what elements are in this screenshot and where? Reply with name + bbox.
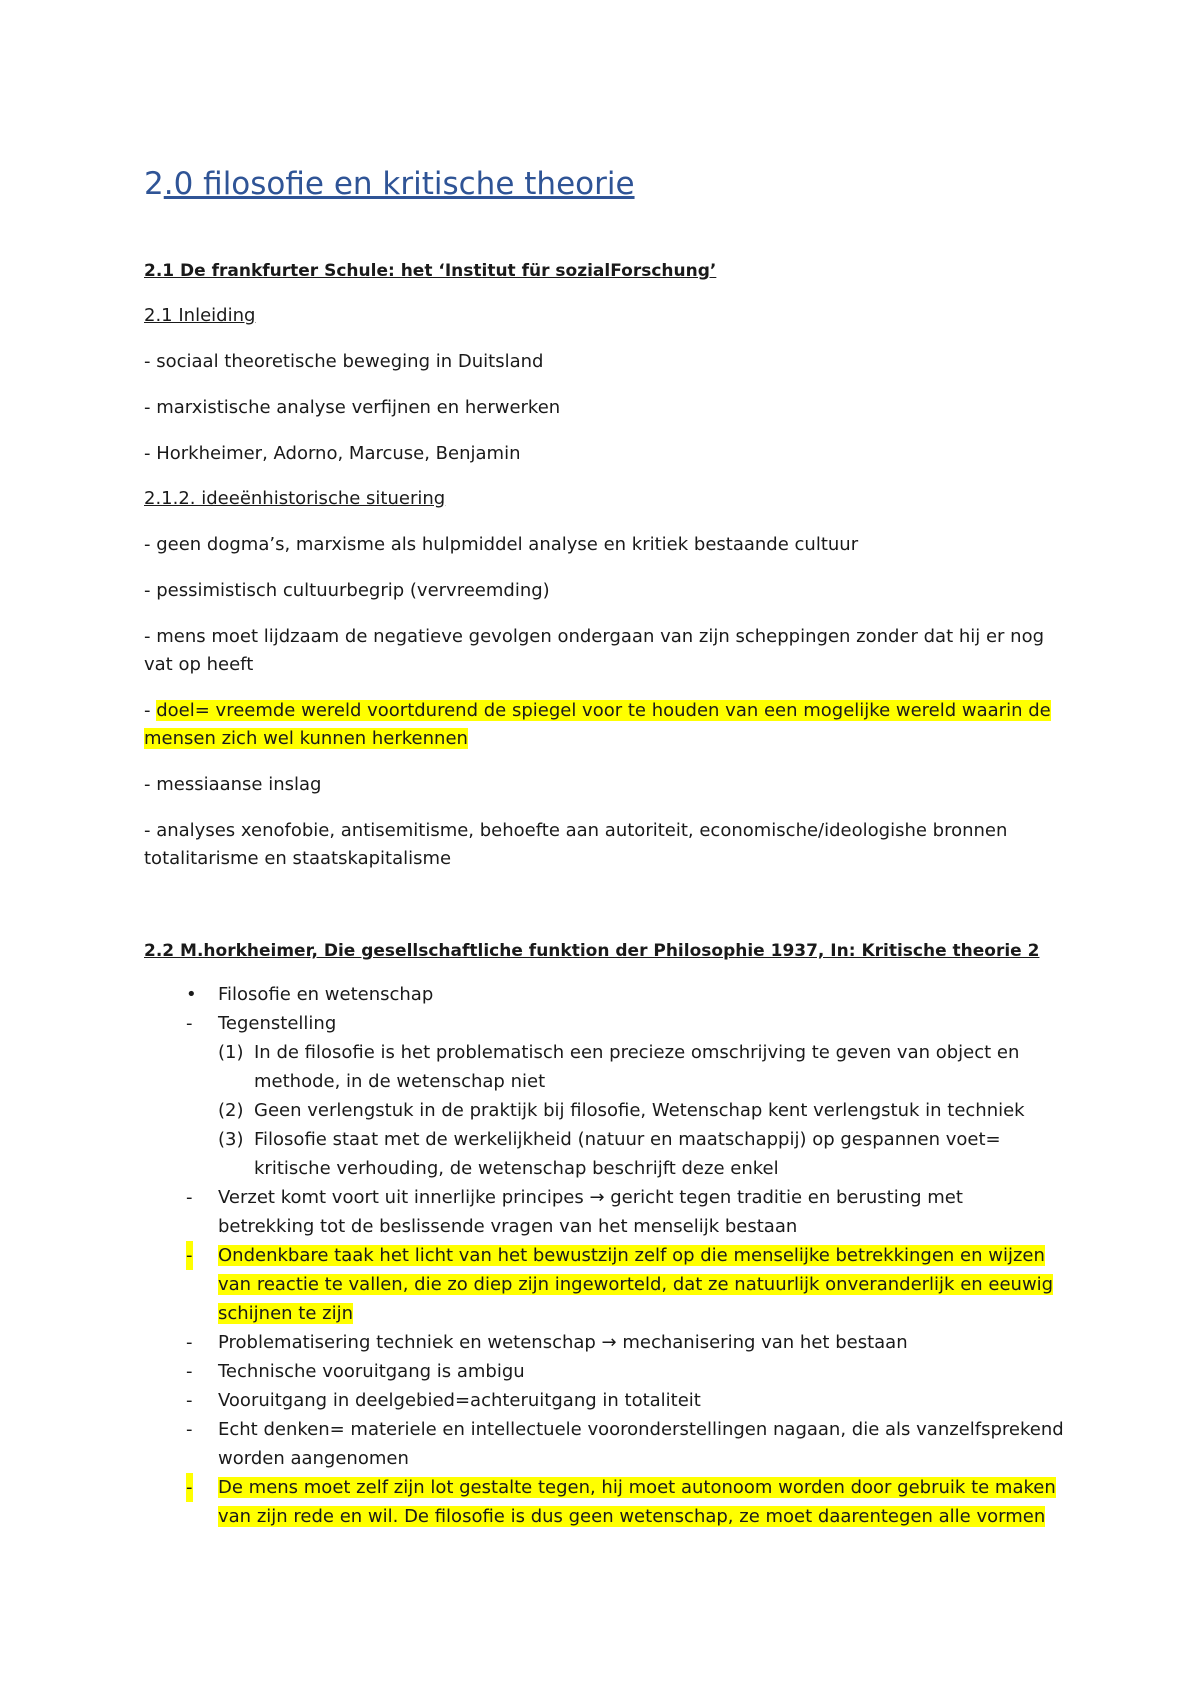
doel-item-cont <box>144 725 468 753</box>
list-item-line: worden aangenomen <box>218 1448 409 1469</box>
list-item-line: betrekking tot de beslissende vragen van het menselijk bestaan <box>218 1216 798 1237</box>
list-item-text <box>218 1415 1084 1473</box>
title-prefix: 2 <box>144 166 164 202</box>
list-item <box>144 1009 1084 1038</box>
list-item-text <box>218 1183 1084 1241</box>
inleiding-item: - Horkheimer, Adorno, Marcuse, Benjamin <box>144 443 521 464</box>
list-item-line: Ondenkbare taak het licht van het bewustzijn zelf op die menselijke betrekkingen en wijzen <box>218 1245 1045 1266</box>
dash-marker: - <box>186 1013 193 1034</box>
list-item <box>144 1096 1084 1125</box>
section-2-2-heading: 2.2 M.horkheimer, Die gesellschaftliche funktion der Philosophie 1937, In: Kritische theorie 2 <box>144 941 1040 961</box>
inleiding-item: - marxistische analyse verfijnen en herwerken <box>144 397 561 418</box>
list-item <box>144 980 1084 1009</box>
list-item-line: methode, in de wetenschap niet <box>254 1071 546 1092</box>
list-item-text <box>218 980 1084 1009</box>
dash-marker: - <box>186 1332 193 1353</box>
inleiding-item: - sociaal theoretische beweging in Duitsland <box>144 351 544 372</box>
list-item-line: Filosofie en wetenschap <box>218 984 434 1005</box>
list-item <box>144 1473 1084 1531</box>
list-item-line: Geen verlengstuk in de praktijk bij filosofie, Wetenschap kent verlengstuk in techniek <box>254 1100 1025 1121</box>
bullet-marker: • <box>186 984 197 1005</box>
list-item-line: Filosofie staat met de werkelijkheid (natuur en maatschappij) op gespannen voet= <box>254 1129 1001 1150</box>
title-rest: .0 filosofie en kritische theorie <box>163 166 635 202</box>
list-item <box>144 1038 1084 1096</box>
list-item-line: In de filosofie is het problematisch een precieze omschrijving te geven van object en <box>254 1042 1020 1063</box>
subheading-inleiding: 2.1 Inleiding <box>144 305 256 326</box>
list-item-line: Verzet komt voort uit innerlijke principes → gericht tegen traditie en berusting met <box>218 1187 963 1208</box>
number-marker: (2) <box>218 1100 244 1121</box>
highlighted-text: doel= vreemde wereld voortdurend de spiegel voor te houden van een mogelijke wereld waarin de <box>156 700 1051 721</box>
list-item-text <box>218 1386 1084 1415</box>
list-item-text <box>218 1241 1084 1328</box>
number-marker: (3) <box>218 1129 244 1150</box>
list-item <box>144 1328 1084 1357</box>
situering-item: - geen dogma’s, marxisme als hulpmiddel analyse en kritiek bestaande cultuur <box>144 534 859 555</box>
list-item-text <box>218 1328 1084 1357</box>
dash-marker: - <box>186 1187 193 1208</box>
subheading-situering: 2.1.2. ideeënhistorische situering <box>144 488 446 509</box>
list-item <box>144 1386 1084 1415</box>
list-item-line: Problematisering techniek en wetenschap → mechanisering van het bestaan <box>218 1332 908 1353</box>
page-title <box>144 166 635 202</box>
situering-item: - mens moet lijdzaam de negatieve gevolgen ondergaan van zijn scheppingen zonder dat hij er nog <box>144 626 1045 647</box>
dash-marker: - <box>186 1390 193 1411</box>
dash-marker: - <box>186 1241 193 1270</box>
doel-item <box>144 697 1051 725</box>
doel-dash: - <box>144 700 157 721</box>
dash-marker: - <box>186 1419 193 1440</box>
dash-marker: - <box>186 1361 193 1382</box>
list-item-line: van reactie te vallen, die zo diep zijn ingeworteld, dat ze natuurlijk onveranderlijk en eeuwig <box>218 1274 1054 1295</box>
number-marker: (1) <box>218 1042 244 1063</box>
list-item-text <box>254 1038 1084 1096</box>
list-item-text <box>254 1125 1084 1183</box>
highlighted-text: mensen zich wel kunnen herkennen <box>144 728 468 749</box>
list-item-line: Echt denken= materiele en intellectuele vooronderstellingen nagaan, die als vanzelfsprekend <box>218 1419 1064 1440</box>
list-item-text <box>218 1473 1084 1531</box>
situering-item: - pessimistisch cultuurbegrip (vervreemding) <box>144 580 550 601</box>
list-item-text <box>218 1357 1084 1386</box>
list-item <box>144 1183 1084 1241</box>
list-item <box>144 1357 1084 1386</box>
list-item-line: van zijn rede en wil. De filosofie is dus geen wetenschap, ze moet daarentegen alle vormen <box>218 1506 1046 1527</box>
horkheimer-list <box>144 980 1084 1531</box>
list-item-text <box>218 1009 1084 1038</box>
dash-marker: - <box>186 1473 193 1502</box>
list-item-text <box>254 1096 1084 1125</box>
section-2-1-heading: 2.1 De frankfurter Schule: het ‘Institut für sozialForschung’ <box>144 261 717 281</box>
extra-item: totalitarisme en staatskapitalisme <box>144 848 452 869</box>
list-item <box>144 1415 1084 1473</box>
list-item-line: Tegenstelling <box>218 1013 337 1034</box>
list-item-line: schijnen te zijn <box>218 1303 354 1324</box>
list-item <box>144 1241 1084 1328</box>
list-item-line: Vooruitgang in deelgebied=achteruitgang in totaliteit <box>218 1390 701 1411</box>
list-item-line: De mens moet zelf zijn lot gestalte tegen, hij moet autonoom worden door gebruik te maken <box>218 1477 1056 1498</box>
situering-item: vat op heeft <box>144 654 254 675</box>
list-item-line: kritische verhouding, de wetenschap beschrijft deze enkel <box>254 1158 779 1179</box>
list-item <box>144 1125 1084 1183</box>
extra-item: - analyses xenofobie, antisemitisme, behoefte aan autoriteit, economische/ideologishe bronnen <box>144 820 1008 841</box>
extra-item: - messiaanse inslag <box>144 774 322 795</box>
list-item-line: Technische vooruitgang is ambigu <box>218 1361 525 1382</box>
